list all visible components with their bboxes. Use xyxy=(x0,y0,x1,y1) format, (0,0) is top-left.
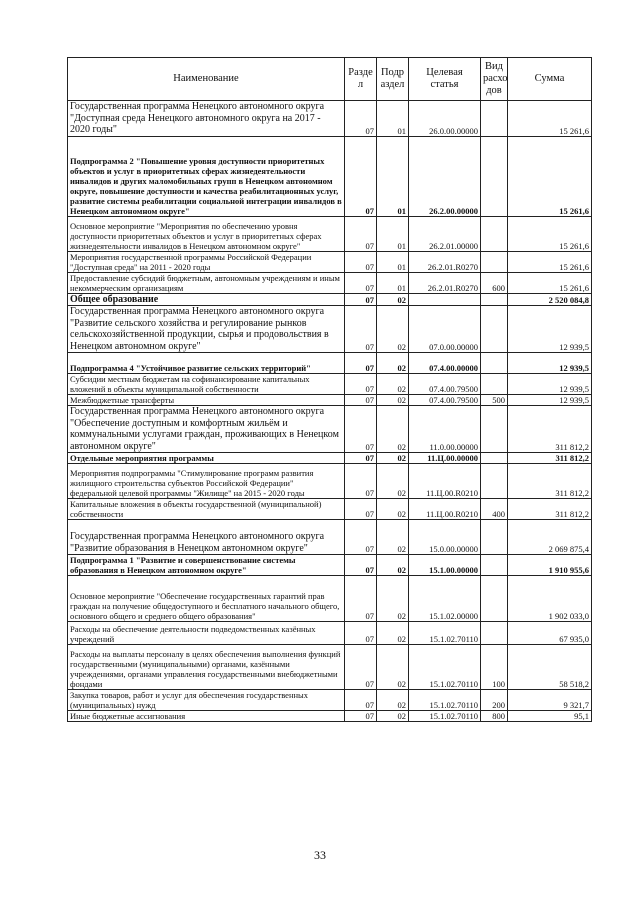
row-razdel: 07 xyxy=(345,690,377,711)
row-sum: 1 910 955,6 xyxy=(508,555,592,576)
row-target-article: 26.2.01.00000 xyxy=(409,216,481,251)
row-sum: 12 939,5 xyxy=(508,353,592,374)
row-razdel: 07 xyxy=(345,272,377,293)
row-sum: 15 261,6 xyxy=(508,216,592,251)
table-row xyxy=(68,293,592,306)
row-razdel: 07 xyxy=(345,555,377,576)
row-expense-type: 500 xyxy=(481,395,508,406)
table-row xyxy=(68,711,592,722)
row-target-article: 15.1.02.00000 xyxy=(409,576,481,622)
row-razdel: 07 xyxy=(345,645,377,690)
row-sum: 15 261,6 xyxy=(508,136,592,216)
row-razdel: 07 xyxy=(345,353,377,374)
row-razdel: 07 xyxy=(345,306,377,353)
row-razdel: 07 xyxy=(345,136,377,216)
row-razdel: 07 xyxy=(345,711,377,722)
row-razdel: 07 xyxy=(345,406,377,453)
table-body xyxy=(68,101,592,722)
row-expense-type: 400 xyxy=(481,499,508,520)
row-podrazdel: 01 xyxy=(377,251,409,272)
row-target-article: 07.4.00.79500 xyxy=(409,395,481,406)
table-row xyxy=(68,453,592,464)
row-name: Государственная программа Ненецкого автономного округа "Развитие образования в Ненецком автономном округе" xyxy=(68,520,345,555)
row-target-article: 11.Ц.00.00000 xyxy=(409,453,481,464)
row-podrazdel: 02 xyxy=(377,293,409,306)
row-target-article: 07.4.00.79500 xyxy=(409,374,481,395)
row-expense-type xyxy=(481,306,508,353)
row-target-article: 11.0.00.00000 xyxy=(409,406,481,453)
table-row xyxy=(68,395,592,406)
row-podrazdel: 02 xyxy=(377,711,409,722)
row-podrazdel: 02 xyxy=(377,576,409,622)
row-expense-type xyxy=(481,101,508,137)
row-podrazdel: 01 xyxy=(377,216,409,251)
row-target-article: 15.1.00.00000 xyxy=(409,555,481,576)
row-podrazdel: 01 xyxy=(377,136,409,216)
row-sum: 12 939,5 xyxy=(508,374,592,395)
row-podrazdel: 02 xyxy=(377,453,409,464)
row-target-article xyxy=(409,293,481,306)
table-row xyxy=(68,622,592,645)
row-name: Подпрограмма 1 "Развитие и совершенствование системы образования в Ненецком автономном округе" xyxy=(68,555,345,576)
row-sum: 2 520 084,8 xyxy=(508,293,592,306)
table-row xyxy=(68,690,592,711)
row-target-article: 26.2.01.R0270 xyxy=(409,251,481,272)
row-sum: 67 935,0 xyxy=(508,622,592,645)
row-name: Основное мероприятие "Обеспечение государственных гарантий прав граждан на получение общедоступного и бесплатного начального общего, основного общего и среднего общего образования" xyxy=(68,576,345,622)
table-row xyxy=(68,101,592,137)
row-name: Расходы на выплаты персоналу в целях обеспечения выполнения функций государственными (муниципальными) органами, казёнными учреждениями, органами управления государственными внебюджетными фондами xyxy=(68,645,345,690)
row-target-article: 15.1.02.70110 xyxy=(409,622,481,645)
row-razdel: 07 xyxy=(345,101,377,137)
table-row xyxy=(68,216,592,251)
row-name: Предоставление субсидий бюджетным, автономным учреждениям и иным некоммерческим организациям xyxy=(68,272,345,293)
table-row xyxy=(68,306,592,353)
row-podrazdel: 02 xyxy=(377,690,409,711)
row-razdel: 07 xyxy=(345,251,377,272)
row-sum: 15 261,6 xyxy=(508,101,592,137)
header-razdel: Разде л xyxy=(345,58,377,101)
table-row xyxy=(68,136,592,216)
row-name: Государственная программа Ненецкого автономного округа "Обеспечение доступным и комфортным жильём и коммунальными услугами граждан, проживающих в Ненецком автономном округе" xyxy=(68,406,345,453)
row-podrazdel: 02 xyxy=(377,555,409,576)
table-row xyxy=(68,353,592,374)
row-target-article: 07.0.00.00000 xyxy=(409,306,481,353)
header-name: Наименование xyxy=(68,58,345,101)
row-podrazdel: 01 xyxy=(377,101,409,137)
row-name: Межбюджетные трансферты xyxy=(68,395,345,406)
table-row xyxy=(68,555,592,576)
header-sum: Сумма xyxy=(508,58,592,101)
row-name: Основное мероприятие "Мероприятия по обеспечению уровня доступности приоритетных объектов и услуг в приоритетных сферах жизнедеятельности инвалидов в Ненецком автономном округе" xyxy=(68,216,345,251)
row-sum: 311 812,2 xyxy=(508,406,592,453)
row-sum: 15 261,6 xyxy=(508,272,592,293)
header-expense-type: Вид расхо дов xyxy=(481,58,508,101)
row-sum: 15 261,6 xyxy=(508,251,592,272)
row-target-article: 26.0.00.00000 xyxy=(409,101,481,137)
row-name: Отдельные мероприятия программы xyxy=(68,453,345,464)
row-target-article: 15.0.00.00000 xyxy=(409,520,481,555)
row-target-article: 07.4.00.00000 xyxy=(409,353,481,374)
row-podrazdel: 01 xyxy=(377,272,409,293)
row-target-article: 11.Ц.00.R0210 xyxy=(409,464,481,499)
row-sum: 311 812,2 xyxy=(508,464,592,499)
table-row xyxy=(68,272,592,293)
row-razdel: 07 xyxy=(345,293,377,306)
row-expense-type xyxy=(481,520,508,555)
row-razdel: 07 xyxy=(345,374,377,395)
row-name: Государственная программа Ненецкого автономного округа "Развитие сельского хозяйства и регулирование рынков сельскохозяйственной продукции, сырья и продовольствия в Ненецком автономном округе" xyxy=(68,306,345,353)
header-podrazdel: Подр аздел xyxy=(377,58,409,101)
table-row xyxy=(68,406,592,453)
row-name: Подпрограмма 2 "Повышение уровня доступности приоритетных объектов и услуг в приоритетных сферах жизнедеятельности инвалидов и других маломобильных групп в Ненецком автономном округе, повышение доступности и качества реабилитационных услуг, развитие системы реабилитации социальной интеграции инвалидов в Ненецком автономном округе" xyxy=(68,136,345,216)
row-expense-type: 600 xyxy=(481,272,508,293)
row-podrazdel: 02 xyxy=(377,622,409,645)
row-expense-type xyxy=(481,374,508,395)
row-expense-type xyxy=(481,353,508,374)
row-target-article: 15.1.02.70110 xyxy=(409,645,481,690)
page-number: 33 xyxy=(314,848,326,862)
row-name: Государственная программа Ненецкого автономного округа "Доступная среда Ненецкого автономного округа на 2017 - 2020 годы" xyxy=(68,101,345,137)
row-sum: 1 902 033,0 xyxy=(508,576,592,622)
row-name: Капитальные вложения в объекты государственной (муниципальной) собственности xyxy=(68,499,345,520)
row-razdel: 07 xyxy=(345,216,377,251)
table-row xyxy=(68,645,592,690)
row-razdel: 07 xyxy=(345,576,377,622)
row-expense-type xyxy=(481,464,508,499)
row-target-article: 26.2.01.R0270 xyxy=(409,272,481,293)
row-name: Субсидии местным бюджетам на софинансирование капитальных вложений в объекты муниципальной собственности xyxy=(68,374,345,395)
row-name: Расходы на обеспечение деятельности подведомственных казённых учреждений xyxy=(68,622,345,645)
row-name: Мероприятия государственной программы Российской Федерации "Доступная среда" на 2011 - 2020 годы xyxy=(68,251,345,272)
row-expense-type: 200 xyxy=(481,690,508,711)
table-row xyxy=(68,251,592,272)
row-podrazdel: 02 xyxy=(377,395,409,406)
table-row xyxy=(68,520,592,555)
table-row xyxy=(68,576,592,622)
row-sum: 2 069 875,4 xyxy=(508,520,592,555)
row-name: Мероприятия подпрограммы "Стимулирование программ развития жилищного строительства субъектов Российской Федерации" федеральной целевой программы "Жилище" на 2015 - 2020 годы xyxy=(68,464,345,499)
row-expense-type: 100 xyxy=(481,645,508,690)
table-row xyxy=(68,374,592,395)
row-target-article: 15.1.02.70110 xyxy=(409,711,481,722)
row-sum: 311 812,2 xyxy=(508,453,592,464)
table-header-row xyxy=(68,58,592,101)
table-row xyxy=(68,499,592,520)
row-podrazdel: 02 xyxy=(377,353,409,374)
row-podrazdel: 02 xyxy=(377,306,409,353)
row-expense-type xyxy=(481,293,508,306)
row-razdel: 07 xyxy=(345,464,377,499)
row-expense-type xyxy=(481,555,508,576)
row-podrazdel: 02 xyxy=(377,406,409,453)
row-razdel: 07 xyxy=(345,395,377,406)
row-razdel: 07 xyxy=(345,520,377,555)
row-expense-type xyxy=(481,622,508,645)
row-expense-type xyxy=(481,453,508,464)
row-name: Иные бюджетные ассигнования xyxy=(68,711,345,722)
row-podrazdel: 02 xyxy=(377,464,409,499)
row-podrazdel: 02 xyxy=(377,520,409,555)
row-target-article: 11.Ц.00.R0210 xyxy=(409,499,481,520)
row-razdel: 07 xyxy=(345,453,377,464)
row-target-article: 26.2.00.00000 xyxy=(409,136,481,216)
row-expense-type xyxy=(481,406,508,453)
row-sum: 95,1 xyxy=(508,711,592,722)
row-name: Закупка товаров, работ и услуг для обеспечения государственных (муниципальных) нужд xyxy=(68,690,345,711)
row-name: Общее образование xyxy=(68,293,345,306)
row-sum: 12 939,5 xyxy=(508,306,592,353)
row-sum: 58 518,2 xyxy=(508,645,592,690)
budget-table xyxy=(67,57,592,722)
row-expense-type xyxy=(481,136,508,216)
row-razdel: 07 xyxy=(345,499,377,520)
row-podrazdel: 02 xyxy=(377,499,409,520)
header-target-article: Целевая статья xyxy=(409,58,481,101)
row-sum: 311 812,2 xyxy=(508,499,592,520)
row-target-article: 15.1.02.70110 xyxy=(409,690,481,711)
row-expense-type xyxy=(481,576,508,622)
row-expense-type xyxy=(481,251,508,272)
table-row xyxy=(68,464,592,499)
row-razdel: 07 xyxy=(345,622,377,645)
row-expense-type: 800 xyxy=(481,711,508,722)
row-sum: 12 939,5 xyxy=(508,395,592,406)
row-expense-type xyxy=(481,216,508,251)
row-sum: 9 321,7 xyxy=(508,690,592,711)
row-name: Подпрограмма 4 "Устойчивое развитие сельских территорий" xyxy=(68,353,345,374)
row-podrazdel: 02 xyxy=(377,374,409,395)
row-podrazdel: 02 xyxy=(377,645,409,690)
